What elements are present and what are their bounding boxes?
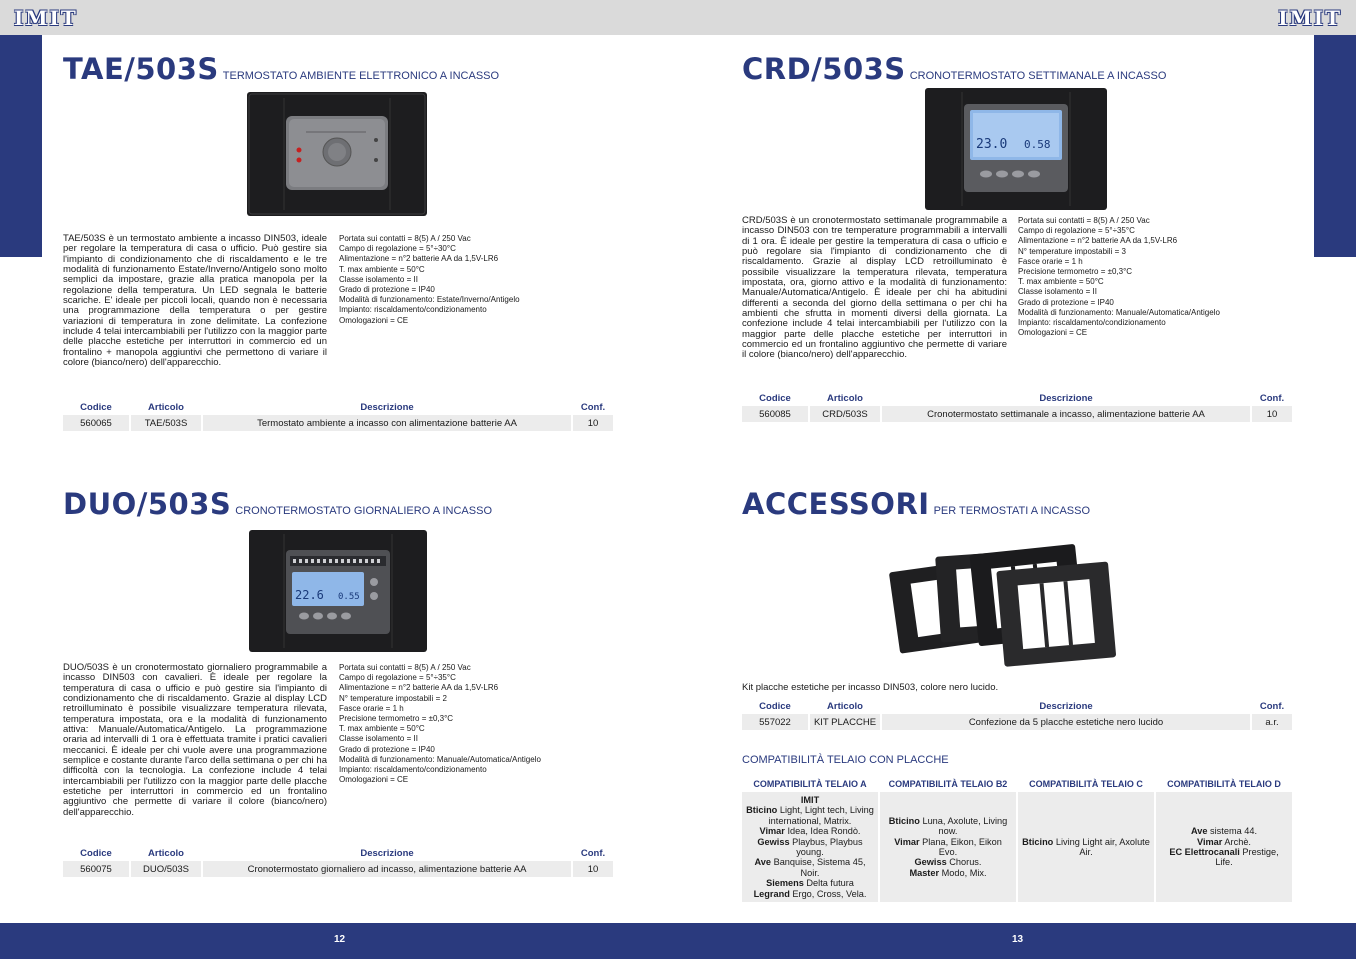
spec-item: N° temperature impostabili = 2 — [339, 693, 447, 703]
brand-models: sistema 44. — [1210, 826, 1258, 837]
brand-models: Chorus. — [949, 857, 982, 868]
spec-item: Grado di protezione = IP40 — [1018, 297, 1114, 307]
crd-thermostat-photo — [924, 86, 1110, 212]
table-row — [63, 861, 613, 877]
brand-name: Gewiss — [757, 836, 790, 847]
compat-entry — [746, 805, 874, 826]
cell-articolo: CRD/503S — [810, 406, 880, 422]
table-row — [742, 406, 1292, 422]
brand-name: Legrand — [753, 888, 790, 899]
brand-models: Idea, Idea Rondò. — [787, 826, 861, 837]
cell-articolo: TAE/503S — [131, 415, 201, 431]
brand-name: Vimar — [1197, 836, 1223, 847]
brand-name: Gewiss — [914, 857, 947, 868]
brand-models: Light, Light tech, Living international, Matrix. — [768, 805, 874, 826]
product-title — [742, 52, 1166, 86]
imit-logo: IMIT — [14, 6, 78, 30]
duo-specs — [339, 663, 599, 785]
cell-conf: a.r. — [1252, 714, 1292, 730]
tae-specs — [339, 234, 589, 326]
col-articolo: Articolo — [827, 393, 863, 404]
brand-models: Living Light air, Axolute Air. — [1055, 836, 1150, 857]
product-name: TAE/503S — [63, 52, 219, 86]
compat-entry — [1160, 826, 1288, 836]
col-codice: Codice — [759, 393, 791, 404]
cell-conf: 10 — [1252, 406, 1292, 422]
compat-entry — [884, 857, 1012, 867]
spec-item: Classe isolamento = II — [339, 274, 418, 284]
col-telaio-c: COMPATIBILITÀ TELAIO C — [1029, 779, 1143, 789]
col-descrizione: Descrizione — [1039, 701, 1093, 712]
section-side-tab-label — [0, 35, 14, 257]
spec-item: Impianto: riscaldamento/condizionamento — [339, 765, 487, 775]
product-description: CRD/503S è un cronotermostato settimanale programmabile a incasso DIN503 con tre temperature programmabili a intervalli di 1 ora. È ideale per gestire la temperatura di casa o ufficio e può regolare sia l'impianto di condizionamento che di riscaldamento. Grazie al display LCD retroilluminato è possibile visualizzare la temperatura rilevata, temperatura impostata, ora, giorno attivo e la modalità di funzionamento: Manuale/Automatica/Antigelo. È ideale per chi ha abitudini differenti a seconda del giorno della settimana o per chi ha ambienti che sfrutta in momenti diversi della giornata. La confezione include 4 telai intercambiabili per l'utilizzo con la maggior parte delle placche estetiche per interruttori in commercio ed un frontalino aggiuntivo che permette di variare il colore (bianco/nero) dell'apparecchio. — [742, 215, 1007, 361]
brand-models: Banquise, Sistema 45, Noir. — [773, 857, 866, 878]
compatibility-table — [740, 776, 1294, 902]
spec-item: Portata sui contatti = 8(5) A / 250 Vac — [1018, 216, 1150, 225]
product-title — [63, 487, 492, 521]
cell-descrizione: Cronotermostato giornaliero ad incasso, alimentazione batterie AA — [203, 861, 571, 877]
brand-name: Vimar — [759, 826, 785, 837]
cell-conf: 10 — [573, 415, 613, 431]
brand-models: Playbus, Playbus young. — [792, 836, 863, 857]
cell-articolo: DUO/503S — [131, 861, 201, 877]
crd-product-table — [740, 391, 1294, 422]
tae-thermostat-photo — [246, 90, 430, 218]
brand-models: Luna, Axolute, Living now. — [922, 815, 1008, 837]
spec-item: Classe isolamento = II — [1018, 287, 1097, 297]
spec-item: N° temperature impostabili = 3 — [1018, 246, 1126, 256]
page-number: 12 — [334, 934, 346, 945]
compat-entry — [746, 837, 874, 858]
spec-item: T. max ambiente = 50°C — [1018, 277, 1104, 287]
product-name: DUO/503S — [63, 487, 232, 521]
col-telaio-b2: COMPATIBILITÀ TELAIO B2 — [888, 779, 1008, 789]
brand-models: Delta futura — [806, 878, 854, 889]
table-header-row — [742, 391, 1292, 406]
col-descrizione: Descrizione — [360, 402, 414, 413]
compatibility-title: COMPATIBILITÀ TELAIO CON PLACCHE — [742, 754, 949, 766]
compat-entry — [884, 837, 1012, 858]
compat-entry — [746, 889, 874, 899]
brand-models: Archè. — [1224, 836, 1251, 847]
cell-articolo: KIT PLACCHE — [810, 714, 880, 730]
duo-product-table — [61, 846, 615, 877]
cell-telaio-d — [1156, 792, 1292, 902]
brand-name: EC Elettrocanali — [1169, 847, 1240, 857]
product-description: TAE/503S è un termostato ambiente a incasso DIN503, ideale per regolare la temperatura di casa o ufficio. Può gestire sia l'impianto di condizionamento che di riscaldamento e le tre modalità di funzionamento Estate/Inverno/Antigelo sono molto semplici da impostare, grazie alla pratica manopola per la regolazione della temperatura. Un LED segnala le batterie scariche. E' ideale per piccoli locali, quando non è necessaria una programmazione della temperatura o per gestire variazioni di temperatura in zone delimitate. La confezione include 4 telai intercambiabili per l'utilizzo con la maggior parte delle placche estetiche per interruttori in commercio ed un frontalino + manopola aggiuntivi che permettono di variare il colore (bianco/nero) dell'apparecchio. — [63, 233, 327, 369]
cell-descrizione: Termostato ambiente a incasso con alimentazione batterie AA — [203, 415, 571, 431]
section-side-tab-label: Regolazione climatica e smart home — [1301, 51, 1313, 241]
col-descrizione: Descrizione — [1039, 393, 1093, 404]
col-articolo: Articolo — [148, 402, 184, 413]
spec-item: Grado di protezione = IP40 — [339, 285, 435, 295]
cell-codice: 560065 — [63, 415, 129, 431]
col-conf: Conf. — [1259, 701, 1285, 712]
compat-entry — [746, 857, 874, 878]
brand-name: Siemens — [766, 878, 804, 889]
spec-item: Grado di protezione = IP40 — [339, 744, 435, 754]
compat-entry — [884, 816, 1012, 837]
col-conf: Conf. — [1259, 393, 1285, 404]
brand-name: Ave — [754, 857, 771, 868]
table-header-row — [63, 400, 613, 415]
compat-entry — [746, 826, 874, 836]
product-subtitle: CRONOTERMOSTATO GIORNALIERO A INCASSO — [235, 505, 493, 517]
spec-item: Portata sui contatti = 8(5) A / 250 Vac — [339, 663, 471, 672]
brand-models: Prestige, Life. — [1215, 847, 1279, 868]
brand-name: IMIT — [800, 794, 820, 805]
spec-item: T. max ambiente = 50°C — [339, 264, 425, 274]
cell-descrizione: Confezione da 5 placche estetiche nero lucido — [882, 714, 1250, 730]
cell-codice: 557022 — [742, 714, 808, 730]
cell-telaio-a — [742, 792, 878, 902]
brand-models: Ergo, Cross, Vela. — [792, 888, 867, 899]
compat-entry — [1160, 837, 1288, 847]
table-row — [742, 714, 1292, 730]
table-header-row — [63, 846, 613, 861]
compat-entry — [746, 878, 874, 888]
col-articolo: Articolo — [827, 701, 863, 712]
lcd-time: 0.58 — [1024, 138, 1051, 151]
compat-entry — [746, 795, 874, 805]
brand-name: Vimar — [894, 836, 920, 847]
lcd-temp: 22.6 — [295, 588, 324, 602]
accessori-product-table — [740, 699, 1294, 730]
spec-item: Precisione termometro = ±0,3°C — [339, 714, 454, 724]
duo-thermostat-photo — [248, 528, 430, 654]
spec-item: Alimentazione = n°2 batterie AA da 1,5V-LR6 — [1018, 236, 1178, 246]
table-header-row — [742, 699, 1292, 714]
spec-item: Portata sui contatti = 8(5) A / 250 Vac — [339, 234, 471, 243]
brand-name: Master — [909, 867, 940, 878]
col-codice: Codice — [759, 701, 791, 712]
spec-item: Impianto: riscaldamento/condizionamento — [1018, 318, 1166, 328]
page-footer — [0, 923, 1356, 959]
brand-models: Plana, Eikon, Eikon Evo. — [922, 836, 1002, 857]
product-subtitle: CRONOTERMOSTATO SETTIMANALE A INCASSO — [909, 70, 1167, 82]
table-header-row — [742, 776, 1292, 792]
kit-description: Kit placche estetiche per incasso DIN503, colore nero lucido. — [742, 682, 999, 693]
cell-descrizione: Cronotermostato settimanale a incasso, alimentazione batterie AA — [882, 406, 1250, 422]
section-side-tab — [1301, 35, 1356, 257]
brand-name: Bticino — [1022, 836, 1054, 847]
spec-item: Modalità di funzionamento: Manuale/Automatica/Antigelo — [339, 754, 541, 764]
col-descrizione: Descrizione — [360, 848, 414, 859]
cell-codice: 560075 — [63, 861, 129, 877]
spec-item: Omologazioni = CE — [339, 775, 409, 785]
spec-item: Modalità di funzionamento: Manuale/Automatica/Antigelo — [1018, 307, 1220, 317]
col-telaio-a: COMPATIBILITÀ TELAIO A — [753, 779, 867, 789]
page-number: 13 — [1012, 934, 1024, 945]
product-title — [63, 52, 499, 86]
product-name: ACCESSORI — [742, 487, 930, 521]
brand-name: Bticino — [888, 815, 920, 826]
product-subtitle: TERMOSTATO AMBIENTE ELETTRONICO A INCASSO — [222, 70, 500, 82]
product-title — [742, 487, 1090, 521]
top-bar — [0, 0, 1356, 35]
lcd-temp: 23.0 — [976, 137, 1008, 152]
compat-entry — [1160, 847, 1288, 868]
spec-item: Precisione termometro = ±0,3°C — [1018, 267, 1133, 277]
cover-plates-photo — [888, 536, 1118, 668]
brand-models: Modo, Mix. — [941, 867, 987, 878]
spec-item: T. max ambiente = 50°C — [339, 724, 425, 734]
crd-specs — [1018, 216, 1278, 338]
product-name: CRD/503S — [742, 52, 906, 86]
col-conf: Conf. — [580, 402, 606, 413]
spec-item: Omologazioni = CE — [339, 315, 409, 325]
compat-entry — [884, 868, 1012, 878]
imit-logo: IMIT — [1278, 6, 1342, 30]
brand-name: Ave — [1190, 826, 1208, 837]
cell-telaio-c — [1018, 792, 1154, 902]
table-row — [742, 792, 1292, 902]
col-articolo: Articolo — [148, 848, 184, 859]
spec-item: Fasce orarie = 1 h — [339, 703, 404, 713]
spec-item: Modalità di funzionamento: Estate/Inverno/Antigelo — [339, 295, 520, 305]
brand-name: Bticino — [746, 805, 778, 816]
section-side-tab — [0, 35, 42, 257]
spec-item: Campo di regolazione = 5°÷35°C — [1018, 226, 1135, 236]
spec-item: Omologazioni = CE — [1018, 328, 1088, 338]
product-description: DUO/503S è un cronotermostato giornaliero programmabile a incasso DIN503 con cavalieri. È ideale per regolare la temperatura di casa o ufficio e può gestire sia l'impianto di condizionamento che di riscaldamento. Grazie al display LCD retroilluminato è possibile visualizzare temperatura rilevata, temperatura impostata, ora e la modalità di funzionamento attiva: Manuale/Automatica/Antigelo. La programmazione oraria ad intervalli di 1 ora è effettuata tramite i pratici cavalieri meccanici. È ideale per chi vuole avere una programmazione semplice e costante durante l'arco della settimana o per chi ha difficoltà con la tecnologia. La confezione include 4 telai intercambiabili per l'utilizzo con la maggior parte delle placche estetiche per interruttori in commercio ed un frontalino aggiuntivo che permette di variare il colore (bianco/nero) dell'apparecchio. — [63, 662, 327, 818]
product-subtitle: PER TERMOSTATI A INCASSO — [933, 505, 1091, 517]
cell-codice: 560085 — [742, 406, 808, 422]
col-codice: Codice — [80, 848, 112, 859]
cell-telaio-b2 — [880, 792, 1016, 902]
col-telaio-d: COMPATIBILITÀ TELAIO D — [1167, 779, 1281, 789]
cell-conf: 10 — [573, 861, 613, 877]
col-codice: Codice — [80, 402, 112, 413]
spec-item: Fasce orarie = 1 h — [1018, 256, 1083, 266]
table-row — [63, 415, 613, 431]
lcd-time: 0.55 — [338, 592, 360, 602]
spec-item: Alimentazione = n°2 batterie AA da 1,5V-LR6 — [339, 254, 499, 264]
spec-item: Campo di regolazione = 5°÷35°C — [339, 673, 456, 683]
spec-item: Alimentazione = n°2 batterie AA da 1,5V-LR6 — [339, 683, 499, 693]
spec-item: Campo di regolazione = 5°÷30°C — [339, 244, 456, 254]
spec-item: Impianto: riscaldamento/condizionamento — [339, 305, 487, 315]
col-conf: Conf. — [580, 848, 606, 859]
compat-entry — [1022, 837, 1150, 858]
spec-item: Classe isolamento = II — [339, 734, 418, 744]
tae-product-table — [61, 400, 615, 431]
